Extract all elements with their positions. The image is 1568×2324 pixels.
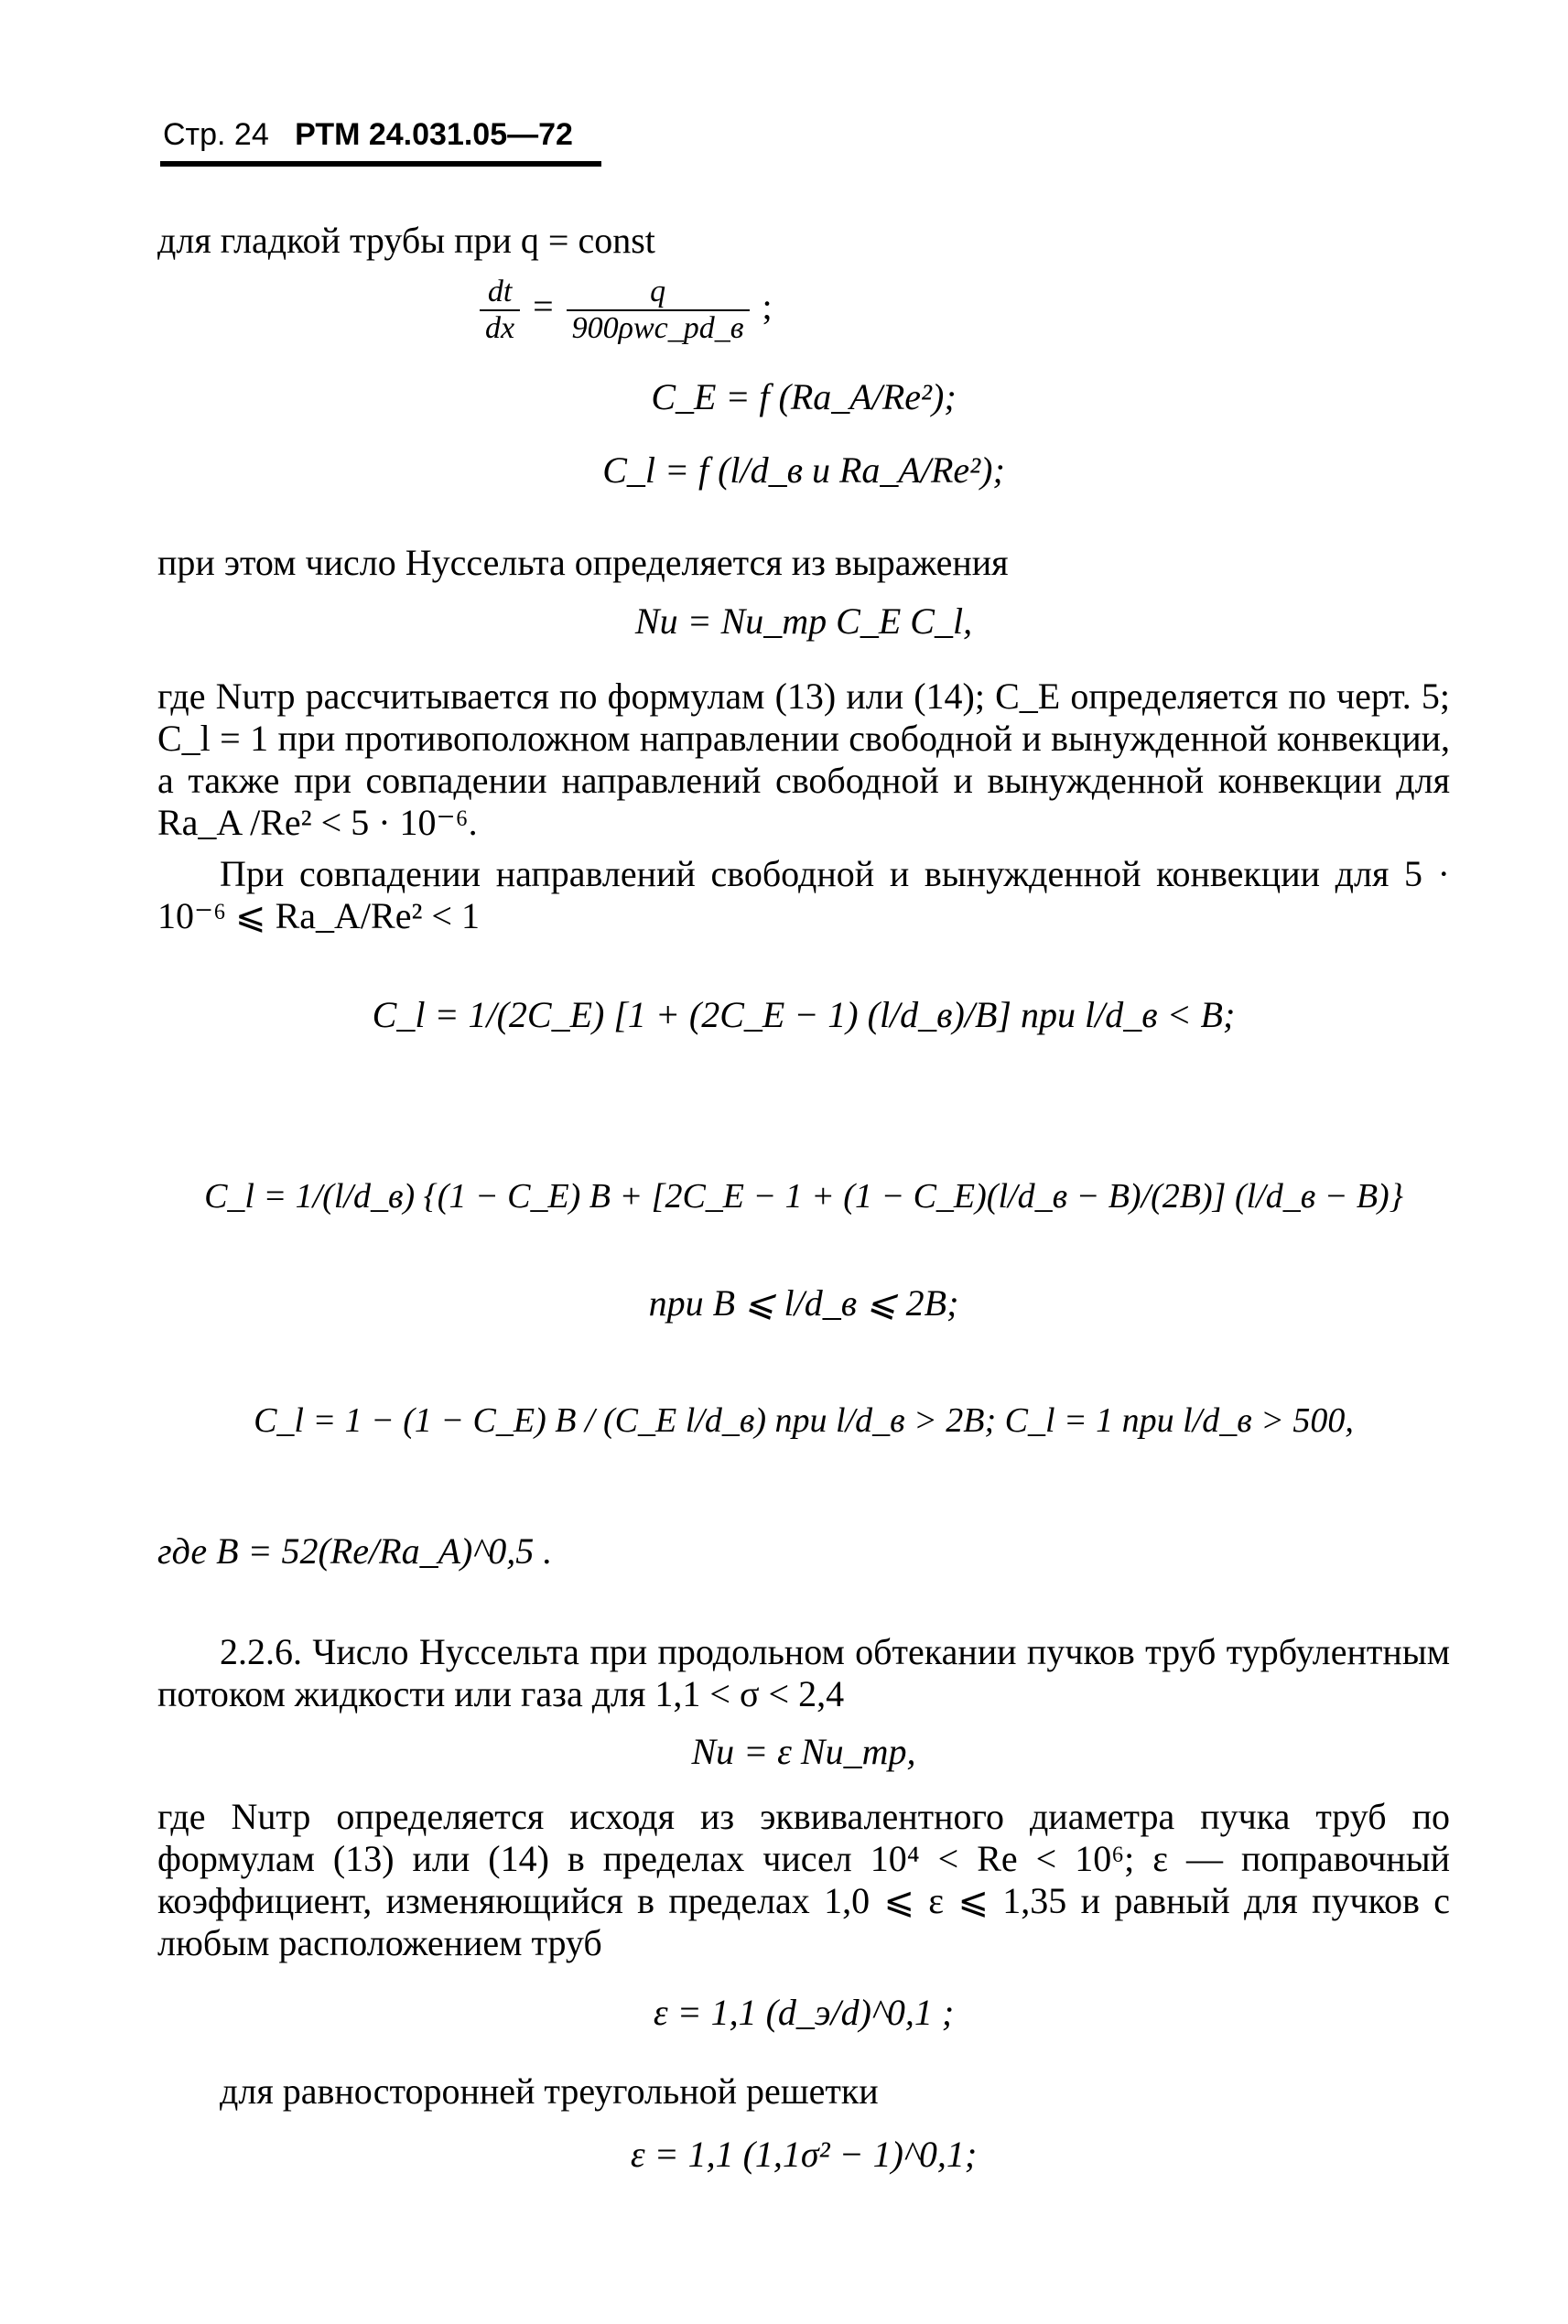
formula-cl-case-2: C_l = 1/(l/d_в) {(1 − C_E) B + [2C_E − 1 + (1 − C_E)(l/d_в − B)/(2B)] (l/d_в − B)} xyxy=(204,1177,1403,1216)
paragraph-nusselt-expression: при этом число Нуссельта определяется из выражения xyxy=(157,542,1009,583)
paragraph-section-2-2-6: 2.2.6. Число Нуссельта при продольном обтекании пучков труб турбулентным потоком жидкости или газа для 1,1 < σ < 2,4 xyxy=(157,1631,1450,1714)
formula-epsilon-general: ε = 1,1 (d_э/d)^0,1 ; xyxy=(653,1992,955,2033)
formula-cl-case-3: C_l = 1 − (1 − C_E) B / (C_E l/d_в) при l/d_в > 2B; C_l = 1 при l/d_в > 500, xyxy=(254,1401,1354,1440)
formula-epsilon-triangular: ε = 1,1 (1,1σ² − 1)^0,1; xyxy=(630,2134,978,2175)
document-id: РТМ 24.031.05—72 xyxy=(295,117,573,152)
paragraph-triangular-lattice: для равносторонней треугольной решетки xyxy=(220,2070,879,2112)
formula-nu: Nu = Nu_тр C_E C_l, xyxy=(634,600,973,642)
paragraph-epsilon-definition: где Nuтр определяется исходя из эквивалентного диаметра пучка труб по формулам (13) или (14) в пределах чисел 10⁴ < Re < 10⁶; ε — поправочный коэффициент, изменяющийся в пределах 1,0 ⩽ ε ⩽ 1,35 и равный для пучков с любым расположением труб xyxy=(157,1796,1450,1963)
paragraph-convection-coincidence: При совпадении направлений свободной и вынужденной конвекции для 5 · 10⁻⁶ ⩽ Ra_A/Re² < 1 xyxy=(157,853,1450,936)
header-rule xyxy=(160,161,601,167)
paragraph-smooth-tube: для гладкой трубы при q = const xyxy=(157,220,655,261)
page-header xyxy=(163,117,573,153)
paragraph-nu-tr-definition: где Nuтр рассчитывается по формулам (13) или (14); C_E определяется по черт. 5; C_l = 1 при противоположном направлении свободной и вынужденной конвекции, а также при совпадении направлений свободной и вынужденной конвекции для Ra_A /Re² < 5 · 10⁻⁶. xyxy=(157,676,1450,843)
formula-nu-epsilon: Nu = ε Nu_тр, xyxy=(691,1731,916,1772)
formula-dt-dx: $\frac{dt}{dx}$ = $\frac{q}{\text{900ρwc\_pd\_в}}$ ; xyxy=(476,275,1025,346)
paragraph-b-definition: где B = 52(Re/Ra_A)^0,5 . xyxy=(157,1530,553,1572)
formula-cl: C_l = f (l/d_в и Ra_A/Re²); xyxy=(602,449,1005,491)
page-number: Стр. 24 xyxy=(163,117,269,152)
formula-cl-case-1: C_l = 1/(2C_E) [1 + (2C_E − 1) (l/d_в)/B] при l/d_в < B; xyxy=(372,994,1236,1035)
formula-cl-case-2-condition: при B ⩽ l/d_в ⩽ 2B; xyxy=(648,1282,959,1324)
formula-ce: C_E = f (Ra_A/Re²); xyxy=(651,376,957,417)
